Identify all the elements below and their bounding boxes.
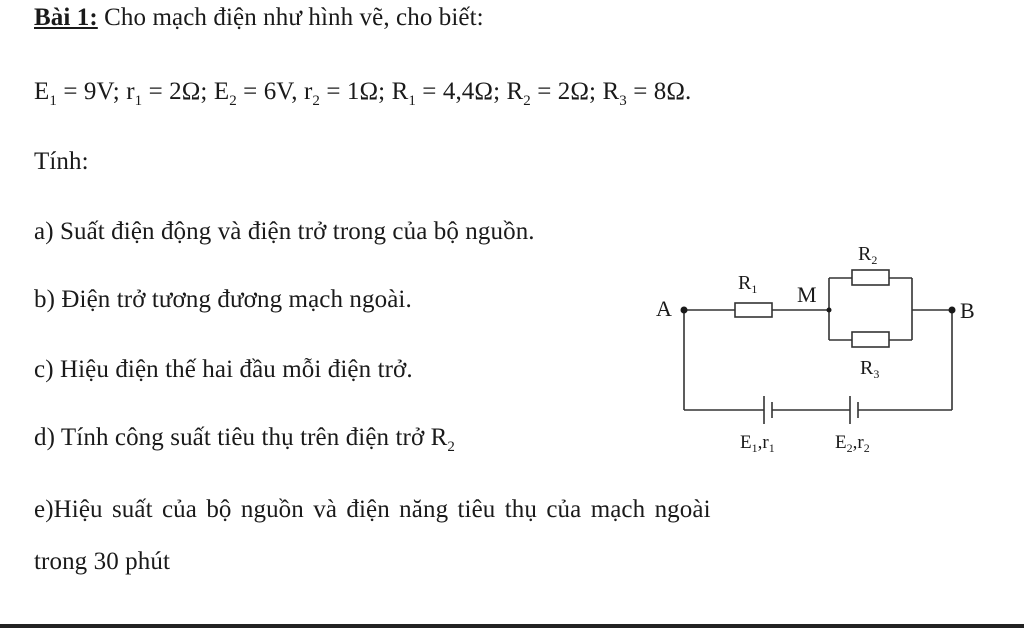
given-R2: $R_2 = 2\Omega$; [506,78,603,109]
source2-label: $E_2,r_2$ [835,432,870,455]
given-e1: $E_1 = 9V$; [34,78,127,109]
problem-intro: Cho mạch điện như hình vẽ, cho biết: [97,4,484,31]
resistor-r3 [852,332,889,347]
question-e-line1: e)Hiệu suất của bộ nguồn và điện năng tiêu thụ của mạch ngoài [34,496,711,523]
given-R1: $R_1 = 4,4\Omega$; [391,78,507,109]
bottom-border [0,624,1024,628]
resistor-r1 [735,303,772,317]
question-a: a) Suất điện động và điện trở trong của bộ nguồn. [34,218,535,245]
question-c: c) Hiệu điện thế hai đầu mỗi điện trở. [34,356,413,383]
node-a-dot [681,307,688,314]
r3-label: $R_3$ [860,357,880,381]
problem-number: Bài 1: [34,4,98,31]
r1-label: $R_1$ [738,272,758,296]
node-b-dot [949,307,956,314]
question-b: b) Điện trở tương đương mạch ngoài. [34,286,412,313]
question-d: d) Tính công suất tiêu thụ trên điện trở $R_2$ [34,424,456,455]
node-a-label: A [656,296,672,321]
source1-label: $E_1,r_1$ [740,432,775,455]
node-m-dot [827,308,832,313]
compute-label: Tính: [34,148,89,175]
node-b-label: B [960,298,975,323]
given-r1-internal: $r_1 = 2\Omega$; [126,78,214,109]
given-e2: $E_2 = 6V$, [213,78,304,109]
node-m-label: M [797,282,817,307]
resistor-r2 [852,270,889,285]
question-e-line2: trong 30 phút [34,548,171,575]
given-R3: $R_3 = 8\Omega$. [602,78,692,109]
r2-label: $R_2$ [858,243,878,267]
given-r2-internal: $r_2 = 1\Omega$; [303,78,392,109]
